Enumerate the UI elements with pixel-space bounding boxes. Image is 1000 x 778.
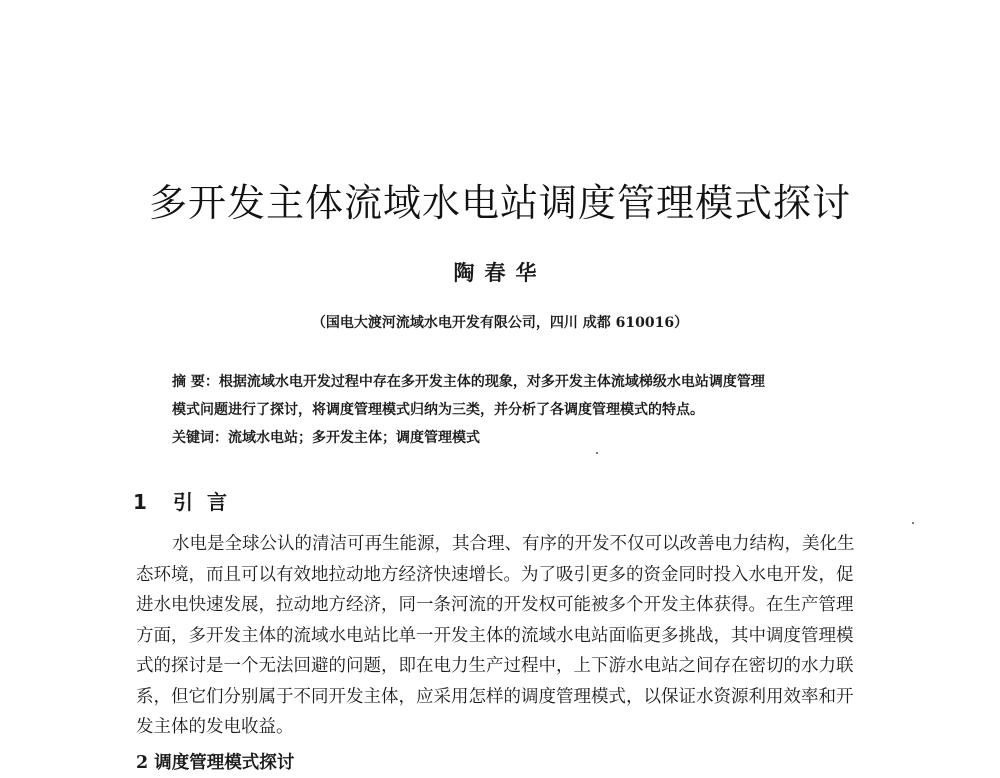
abstract-label: 摘 要： (172, 374, 219, 390)
paragraph-line: 方面，多开发主体的流域水电站比单一开发主体的流域水电站面临更多挑战，其中调度管理模 (136, 625, 854, 646)
abstract-text-1: 根据流域水电开发过程中存在多开发主体的现象，对多开发主体流域梯级水电站调度管理 (218, 374, 765, 390)
section-heading-introduction (133, 487, 241, 517)
author-name: 陶春华 (453, 260, 547, 285)
scan-speck (912, 522, 914, 524)
author-affiliation: （国电大渡河流域水电开发有限公司，四川 成都 610016） (311, 315, 689, 331)
abstract-line-1 (172, 368, 852, 396)
abstract-block (172, 368, 852, 452)
scan-speck (596, 452, 598, 454)
paragraph-line: 态环境，而且可以有效地拉动地方经济快速增长。为了吸引更多的资金同时投入水电开发，促 (136, 564, 854, 585)
paragraph-line: 进水电快速发展，拉动地方经济，同一条河流的开发权可能被多个开发主体获得。在生产管理 (136, 595, 854, 615)
introduction-paragraph (136, 529, 872, 743)
section-title: 引言 (173, 490, 241, 514)
keywords-text: 流域水电站；多开发主体；调度管理模式 (228, 430, 480, 446)
paragraph-line: 式的探讨是一个无法回避的问题，即在电力生产过程中，上下游水电站之间存在密切的水力联 (136, 656, 854, 676)
next-section-heading-partial: 2 调度管理模式探讨 (136, 753, 295, 773)
paragraph-line: 发主体的发电收益。 (136, 717, 294, 737)
abstract-text-2: 模式问题进行了探讨，将调度管理模式归纳为三类，并分析了各调度管理模式的特点。 (172, 402, 704, 418)
paper-title: 多开发主体流域水电站调度管理模式探讨 (148, 181, 851, 225)
keywords-line (172, 424, 852, 452)
section-number: 1 (133, 490, 147, 514)
abstract-line-2 (172, 396, 852, 424)
paragraph-line: 水电是全球公认的清洁可再生能源，其合理、有序的开发不仅可以改善电力结构，美化生 (172, 534, 855, 554)
keywords-label: 关键词： (172, 430, 228, 446)
paragraph-line: 系，但它们分别属于不同开发主体，应采用怎样的调度管理模式，以保证水资源利用效率和开 (136, 686, 854, 707)
